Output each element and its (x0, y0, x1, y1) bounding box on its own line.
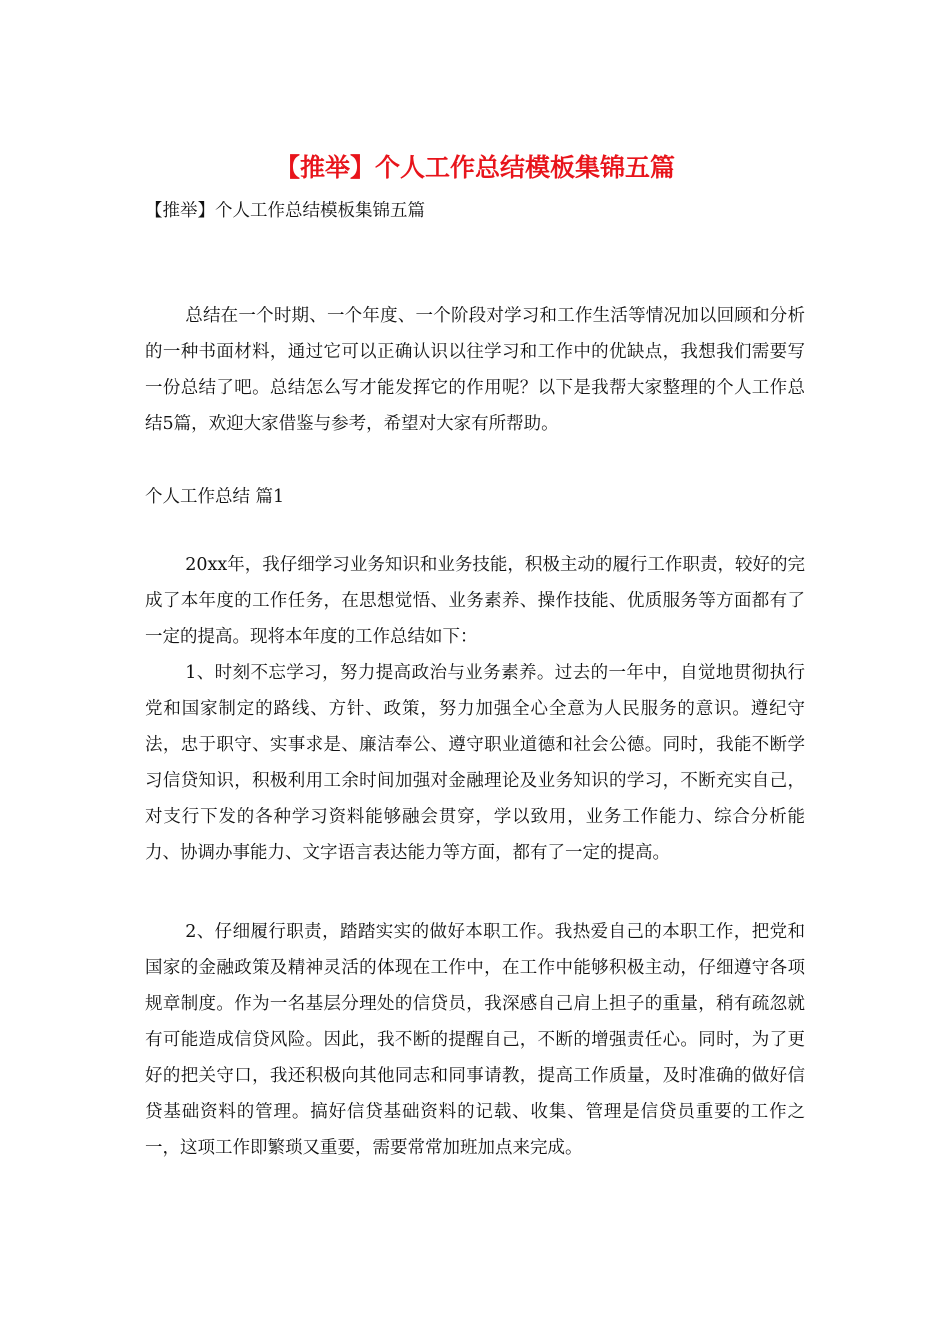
body-paragraph-3: 2、仔细履行职责，踏踏实实的做好本职工作。我热爱自己的本职工作，把党和国家的金融政策及精神灵活的体现在工作中，在工作中能够积极主动，仔细遵守各项规章制度。作为一名基层分理处的信贷员，我深感自己肩上担子的重量，稍有疏忽就有可能造成信贷风险。因此，我不断的提醒自己，不断的增强责任心。同时，为了更好的把关守口，我还积极向其他同志和同事请教，提高工作质量，及时准确的做好信贷基础资料的管理。搞好信贷基础资料的记载、收集、管理是信贷员重要的工作之一，这项工作即繁琐又重要，需要常常加班加点来完成。 (145, 922, 805, 1158)
document-title: 【推举】个人工作总结模板集锦五篇 (274, 153, 675, 182)
body-paragraph-1: 20xx年，我仔细学习业务知识和业务技能，积极主动的履行工作职责，较好的完成了本年度的工作任务，在思想觉悟、业务素养、操作技能、优质服务等方面都有了一定的提高。现将本年度的工作总结如下： (145, 555, 805, 647)
section-heading: 个人工作总结 篇1 (145, 487, 285, 507)
body-paragraph-2: 1、时刻不忘学习，努力提高政治与业务素养。过去的一年中，自觉地贯彻执行党和国家制定的路线、方针、政策，努力加强全心全意为人民服务的意识。遵纪守法，忠于职守、实事求是、廉洁奉公、遵守职业道德和社会公德。同时，我能不断学习信贷知识，积极利用工余时间加强对金融理论及业务知识的学习，不断充实自己，对支行下发的各种学习资料能够融会贯穿，学以致用，业务工作能力、综合分析能力、协调办事能力、文字语言表达能力等方面，都有了一定的提高。 (145, 663, 805, 863)
document-subtitle: 【推举】个人工作总结模板集锦五篇 (145, 201, 425, 221)
intro-paragraph: 总结在一个时期、一个年度、一个阶段对学习和工作生活等情况加以回顾和分析的一种书面材料，通过它可以正确认识以往学习和工作中的优缺点，我想我们需要写一份总结了吧。总结怎么写才能发挥它的作用呢？以下是我帮大家整理的个人工作总结5篇，欢迎大家借鉴与参考，希望对大家有所帮助。 (145, 306, 805, 434)
